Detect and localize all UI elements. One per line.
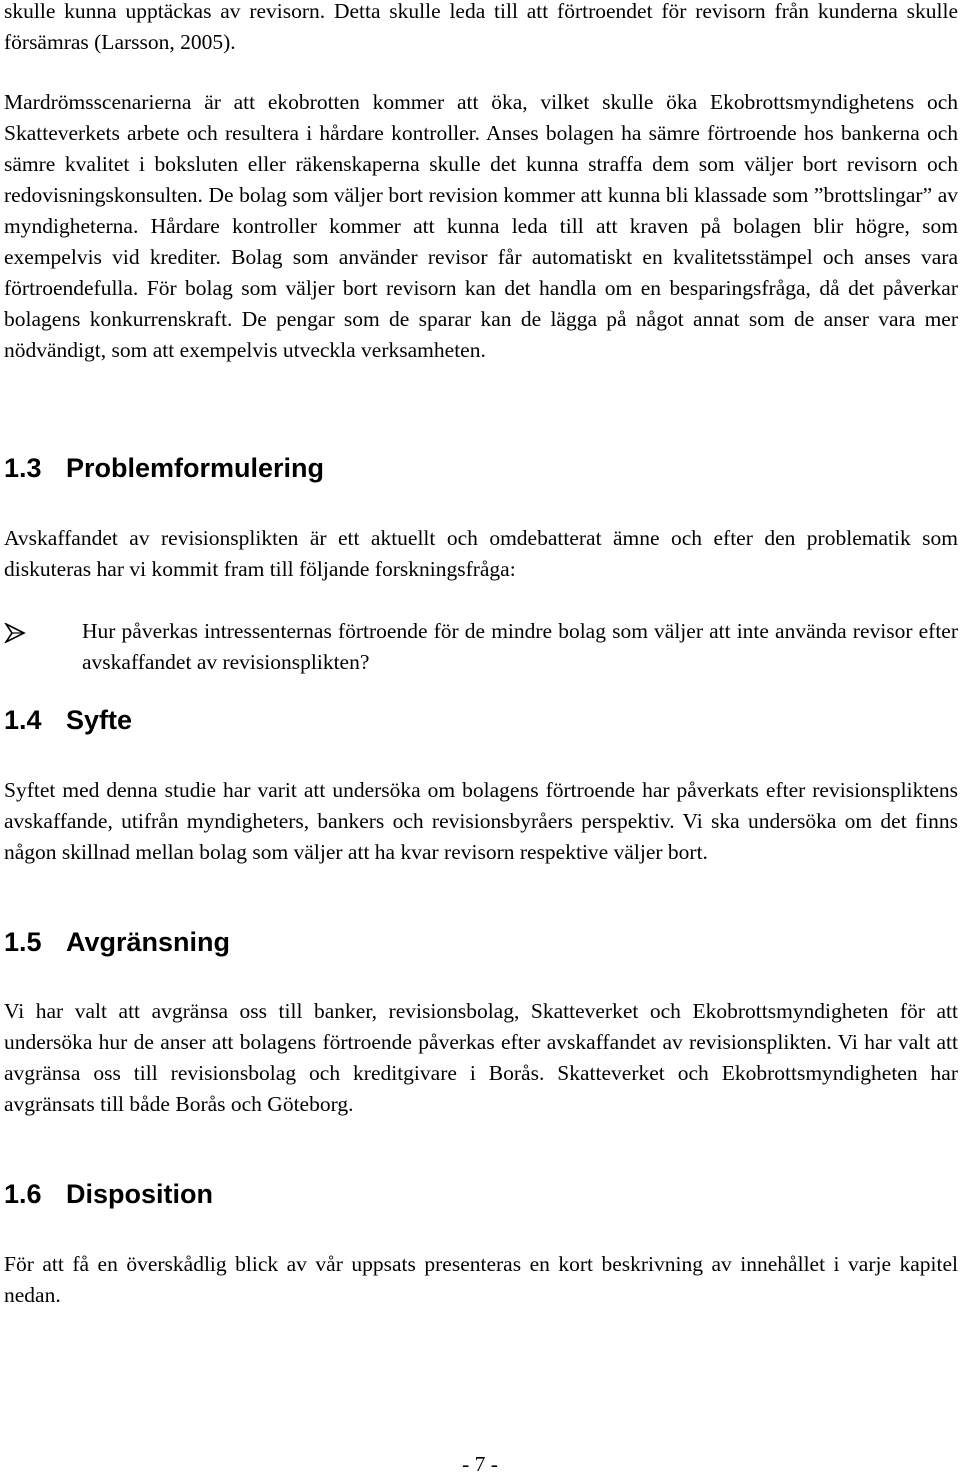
paragraph-problemformulering: Avskaffandet av revisionsplikten är ett aktuellt och omdebatterat ämne och efter den problematik som diskuteras har vi kommit fram till följande forskningsfråga: <box>4 526 958 581</box>
section-title: Disposition <box>66 1179 213 1209</box>
heading-syfte <box>4 704 132 736</box>
section-number: 1.6 <box>4 1179 42 1209</box>
section-number: 1.5 <box>4 927 42 957</box>
paragraph-avgransning: Vi har valt att avgränsa oss till banker, revisionsbolag, Skatteverket och Ekobrottsmyndigheten för att undersöka hur de anser att bolagens förtroende påverkas efter avskaffandet av revisionsplikten. Vi har valt att avgränsa oss till revisionsbolag och kreditgivare i Borås. Skatteverket och Ekobrottsmyndigheten har avgränsats till både Borås och Göteborg. <box>4 999 958 1116</box>
section-title: Avgränsning <box>66 927 231 957</box>
page-number: - 7 - <box>462 1452 498 1476</box>
section-title: Syfte <box>66 705 133 735</box>
heading-avgransning <box>4 926 230 958</box>
heading-disposition <box>4 1178 213 1210</box>
paragraph-syfte: Syftet med denna studie har varit att undersöka om bolagens förtroende har påverkats efter revisionspliktens avskaffande, utifrån myndigheters, bankers och revisionsbyråers perspektiv. Vi ska undersöka om det finns någon skillnad mellan bolag som väljer att ha kvar revisorn respektive väljer bort. <box>4 778 958 864</box>
research-question-item <box>4 616 958 678</box>
arrowhead-bullet-icon <box>4 623 26 643</box>
paragraph-disposition: För att få en överskådlig blick av vår uppsats presenteras en kort beskrivning av innehållet i varje kapitel nedan. <box>4 1252 958 1307</box>
paragraph-scenarios: Mardrömsscenarierna är att ekobrotten kommer att öka, vilket skulle öka Ekobrottsmyndighetens och Skatteverkets arbete och resultera i hårdare kontroller. Anses bolagen ha sämre förtroende hos bankerna och sämre kvalitet i boksluten eller räkenskaperna skulle det kunna straffa dem som väljer bort revisorn och redovisningskonsulten. De bolag som väljer bort revision kommer att kunna bli klassade som ”brottslingar” av myndigheterna. Hårdare kontroller kommer att kunna leda till att kraven på bolagen blir högre, som exempelvis vid krediter. Bolag som använder revisor får automatiskt en kvalitetsstämpel och anses vara förtroendefulla. För bolag som väljer bort revisorn kan det handla om en besparingsfråga, då det påverkar bolagens konkurrenskraft. De pengar som de sparar kan de lägga på något annat som de anser vara mer nödvändigt, som att exempelvis utveckla verksamheten. <box>4 90 958 362</box>
section-number: 1.3 <box>4 453 42 483</box>
section-number: 1.4 <box>4 705 42 735</box>
paragraph-continuation: skulle kunna upptäckas av revisorn. Detta skulle leda till att förtroendet för revisorn från kunderna skulle försämras (Larsson, 2005). <box>4 0 958 54</box>
section-title: Problemformulering <box>66 453 325 483</box>
heading-problemformulering <box>4 452 324 484</box>
research-question-text: Hur påverkas intressenternas förtroende för de mindre bolag som väljer att inte använda revisor efter avskaffandet av revisionsplikten? <box>82 619 958 674</box>
